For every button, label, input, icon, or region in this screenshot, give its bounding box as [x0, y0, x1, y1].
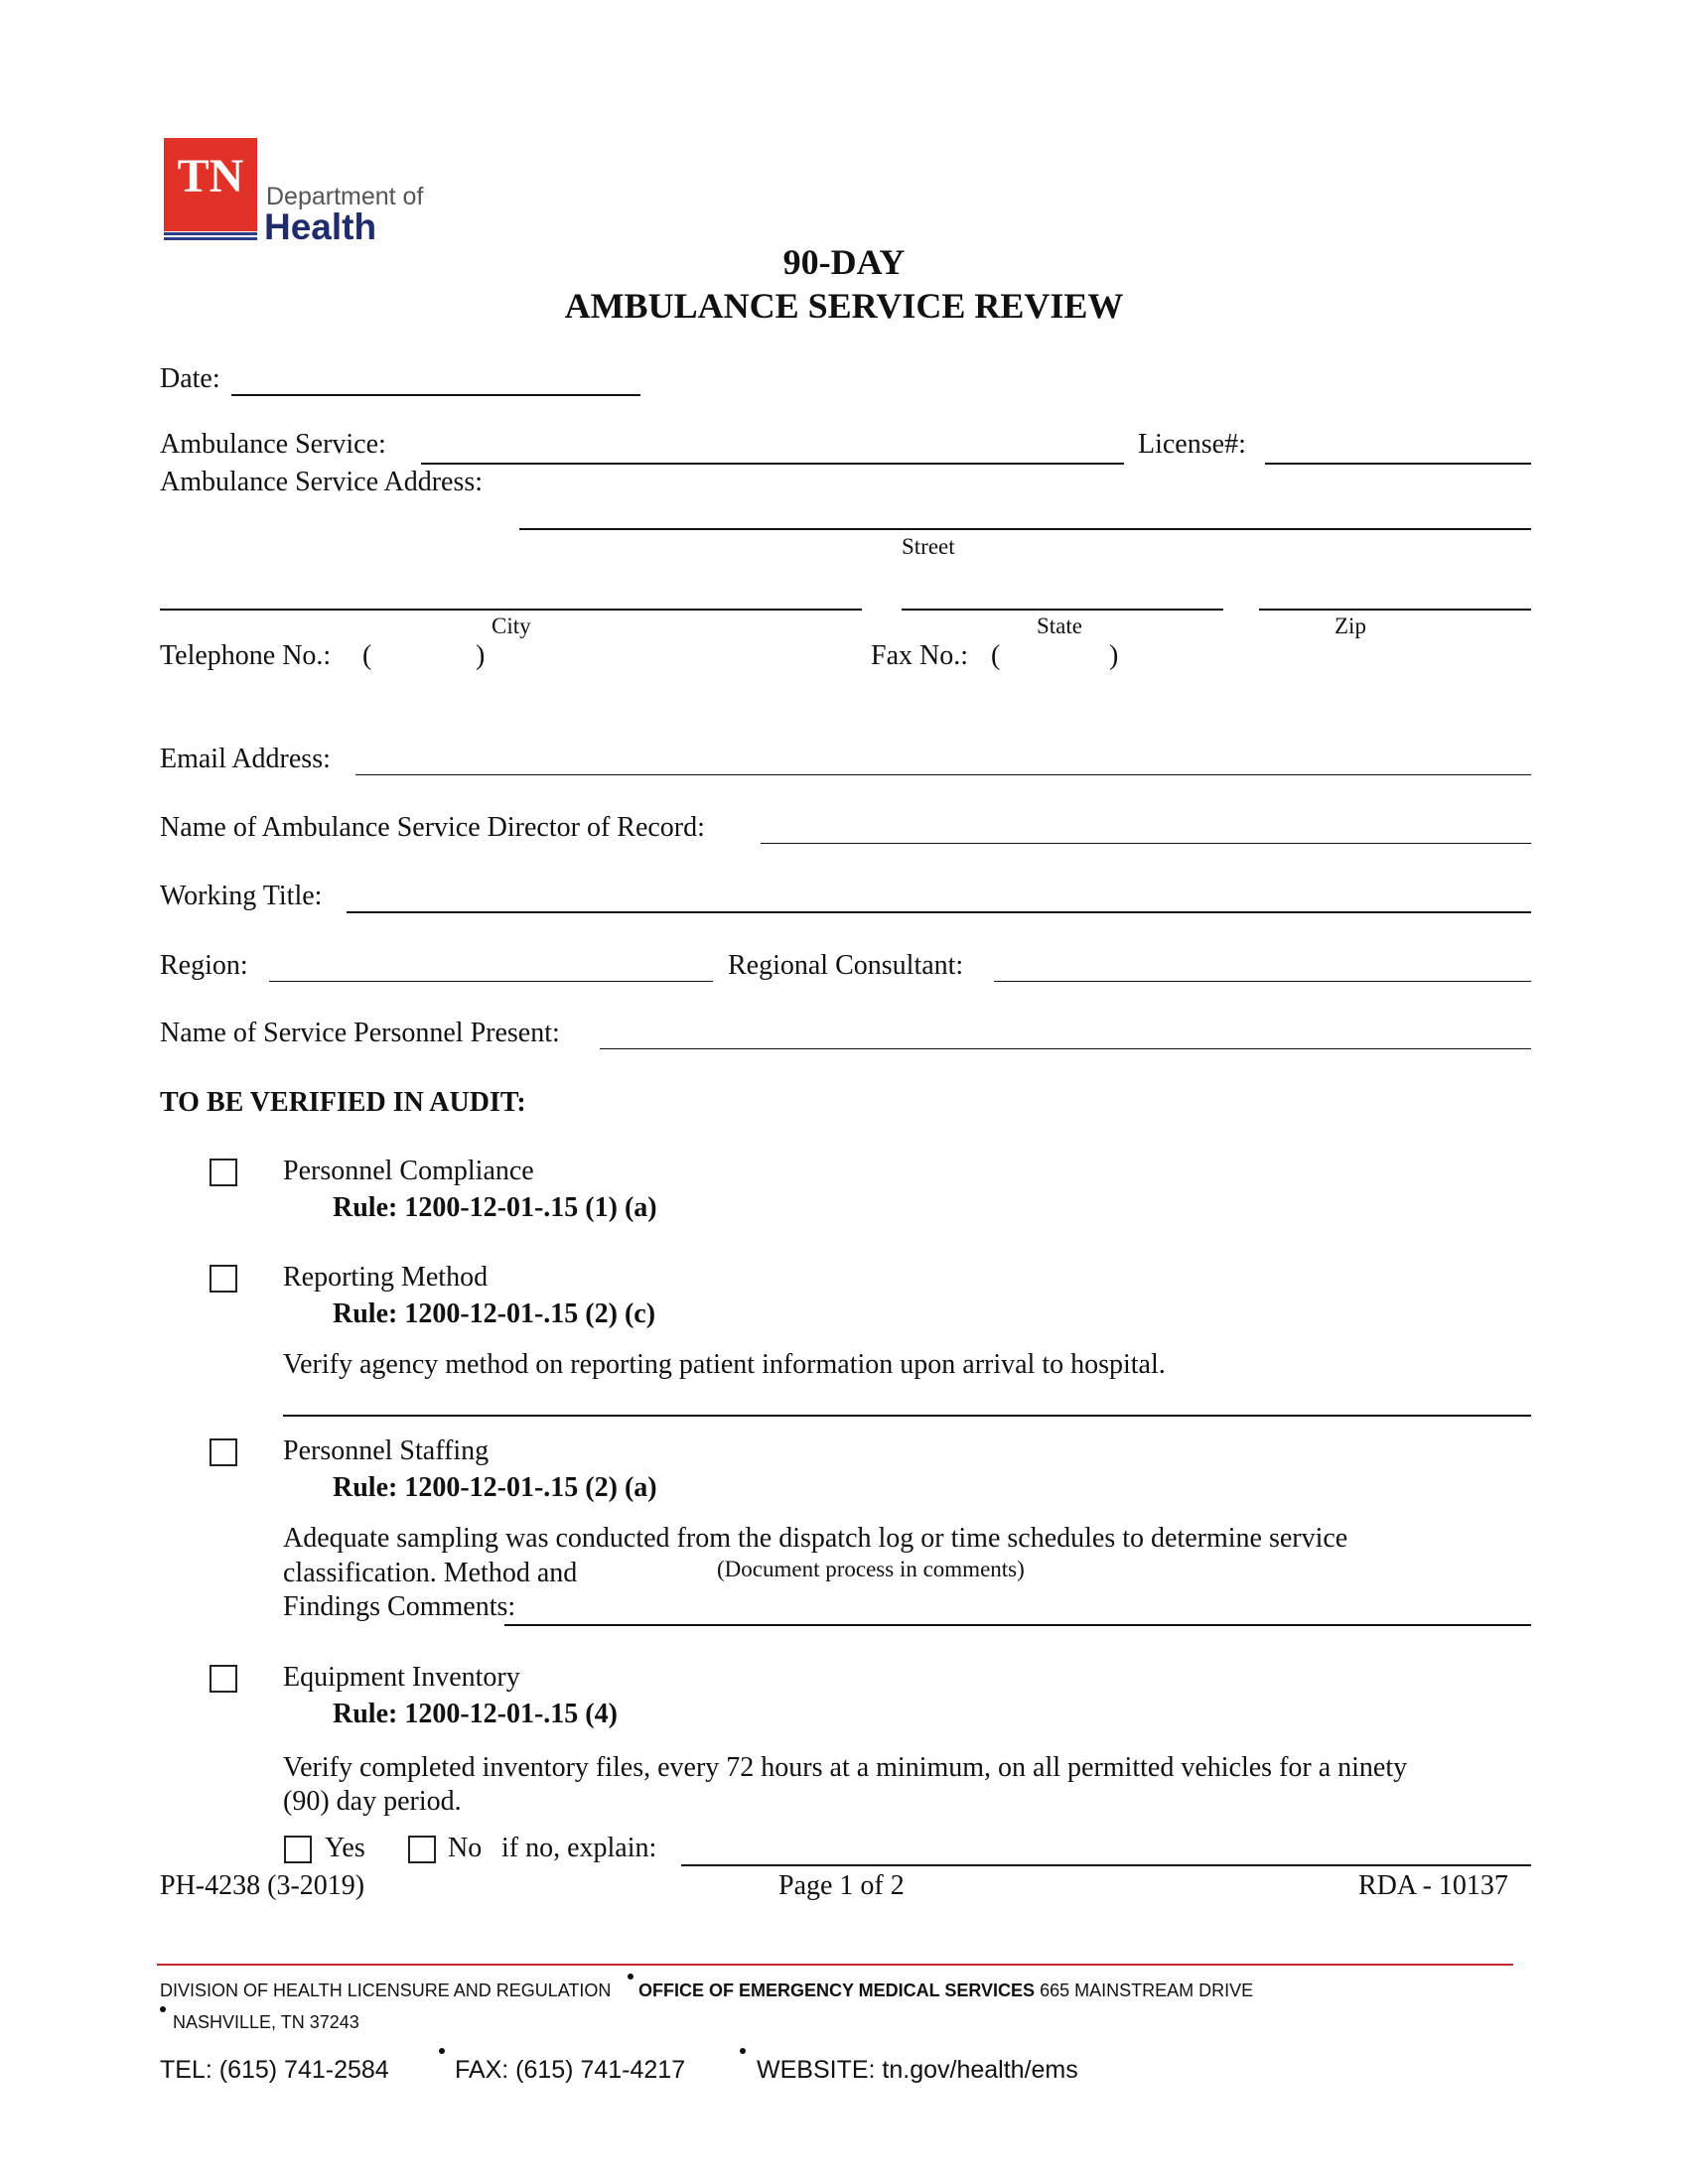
- telephone-paren-open: (: [362, 640, 372, 671]
- fax-paren-open: (: [991, 640, 1001, 671]
- yes-label: Yes: [325, 1833, 365, 1863]
- page-number: Page 1 of 2: [778, 1870, 905, 1901]
- footer-telephone: TEL: (615) 741-2584: [160, 2056, 389, 2084]
- license-label: License#:: [1138, 429, 1246, 460]
- footer-bullet: [160, 2006, 166, 2012]
- zip-caption: Zip: [1335, 614, 1366, 638]
- director-input-line[interactable]: [761, 843, 1531, 844]
- equipment-inventory-text2: (90) day period.: [283, 1786, 462, 1817]
- email-label: Email Address:: [160, 744, 331, 774]
- equipment-inventory-checkbox[interactable]: [210, 1665, 237, 1693]
- zip-input-line[interactable]: [1259, 609, 1531, 611]
- personnel-compliance-title: Personnel Compliance: [283, 1156, 534, 1186]
- footer-office-line: [638, 1980, 1253, 2000]
- date-label: Date:: [160, 363, 220, 394]
- personnel-staffing-note: (Document process in comments): [717, 1557, 1025, 1581]
- personnel-staffing-text2: classification. Method and: [283, 1558, 578, 1588]
- yes-checkbox[interactable]: [284, 1836, 312, 1863]
- form-title-line1: 90-DAY: [782, 242, 906, 282]
- working-title-input-line[interactable]: [347, 911, 1531, 913]
- footer-bullet: [439, 2048, 445, 2054]
- street-input-line[interactable]: [519, 528, 1531, 530]
- equipment-inventory-title: Equipment Inventory: [283, 1662, 520, 1693]
- footer-city: NASHVILLE, TN 37243: [173, 2012, 359, 2032]
- fax-paren-close: ): [1109, 640, 1119, 671]
- street-caption: Street: [902, 534, 955, 559]
- explain-label: if no, explain:: [501, 1833, 657, 1863]
- date-input-line[interactable]: [231, 394, 640, 396]
- address-label: Ambulance Service Address:: [160, 467, 484, 497]
- explain-input-line[interactable]: [681, 1864, 1531, 1866]
- reporting-method-text: Verify agency method on reporting patient information upon arrival to hospital.: [283, 1349, 1166, 1380]
- license-input-line[interactable]: [1265, 463, 1531, 465]
- logo-department-text: Department of: [266, 183, 424, 210]
- ambulance-service-input-line[interactable]: [421, 463, 1124, 465]
- findings-comments-input-line[interactable]: [504, 1624, 1531, 1626]
- reporting-method-checkbox[interactable]: [210, 1265, 237, 1293]
- personnel-staffing-text1: Adequate sampling was conducted from the dispatch log or time schedules to determine service: [283, 1523, 1348, 1554]
- personnel-present-input-line[interactable]: [600, 1048, 1531, 1049]
- personnel-staffing-checkbox[interactable]: [210, 1438, 237, 1466]
- regional-consultant-input-line[interactable]: [994, 981, 1531, 982]
- footer-fax: FAX: (615) 741-4217: [455, 2056, 686, 2084]
- city-caption: City: [492, 614, 531, 638]
- ambulance-service-label: Ambulance Service:: [160, 429, 386, 460]
- telephone-paren-close: ): [476, 640, 486, 671]
- state-caption: State: [1037, 614, 1082, 638]
- footer-office: OFFICE OF EMERGENCY MEDICAL SERVICES: [638, 1980, 1036, 2000]
- personnel-present-label: Name of Service Personnel Present:: [160, 1018, 560, 1048]
- no-checkbox[interactable]: [408, 1836, 436, 1863]
- footer-divider: [157, 1964, 1513, 1966]
- region-input-line[interactable]: [269, 981, 713, 982]
- footer-address: 665 MAINSTREAM DRIVE: [1040, 1980, 1254, 2000]
- equipment-inventory-text1: Verify completed inventory files, every 72 hours at a minimum, on all permitted vehicles for a ninety: [283, 1752, 1408, 1783]
- findings-comments-label: Findings Comments:: [283, 1591, 516, 1622]
- personnel-compliance-checkbox[interactable]: [210, 1159, 237, 1186]
- reporting-method-input-line[interactable]: [283, 1415, 1531, 1417]
- tn-logo-mark: TN: [164, 138, 257, 231]
- working-title-label: Working Title:: [160, 881, 323, 911]
- telephone-label: Telephone No.:: [160, 640, 332, 671]
- personnel-staffing-rule: Rule: 1200-12-01-.15 (2) (a): [333, 1472, 657, 1503]
- form-title-line2: AMBULANCE SERVICE REVIEW: [564, 286, 1124, 326]
- email-input-line[interactable]: [355, 774, 1531, 775]
- form-number: PH-4238 (3-2019): [160, 1870, 365, 1901]
- personnel-staffing-title: Personnel Staffing: [283, 1435, 490, 1466]
- reporting-method-title: Reporting Method: [283, 1262, 489, 1293]
- footer-website[interactable]: WEBSITE: tn.gov/health/ems: [757, 2056, 1078, 2084]
- footer-bullet: [740, 2048, 746, 2054]
- footer-division: DIVISION OF HEALTH LICENSURE AND REGULATION: [160, 1980, 612, 2000]
- logo-health-text: Health: [264, 206, 377, 247]
- no-label: No: [448, 1833, 483, 1863]
- equipment-inventory-rule: Rule: 1200-12-01-.15 (4): [333, 1699, 618, 1729]
- city-input-line[interactable]: [160, 609, 862, 611]
- logo-underline: [164, 231, 257, 241]
- personnel-compliance-rule: Rule: 1200-12-01-.15 (1) (a): [333, 1192, 657, 1223]
- region-label: Region:: [160, 950, 248, 981]
- director-label: Name of Ambulance Service Director of Record:: [160, 812, 705, 843]
- regional-consultant-label: Regional Consultant:: [728, 950, 964, 981]
- state-input-line[interactable]: [902, 609, 1223, 611]
- reporting-method-rule: Rule: 1200-12-01-.15 (2) (c): [333, 1298, 656, 1329]
- footer-bullet: [628, 1974, 633, 1979]
- rda-number: RDA - 10137: [1358, 1870, 1508, 1901]
- audit-heading: TO BE VERIFIED IN AUDIT:: [160, 1087, 526, 1118]
- fax-label: Fax No.:: [871, 640, 968, 671]
